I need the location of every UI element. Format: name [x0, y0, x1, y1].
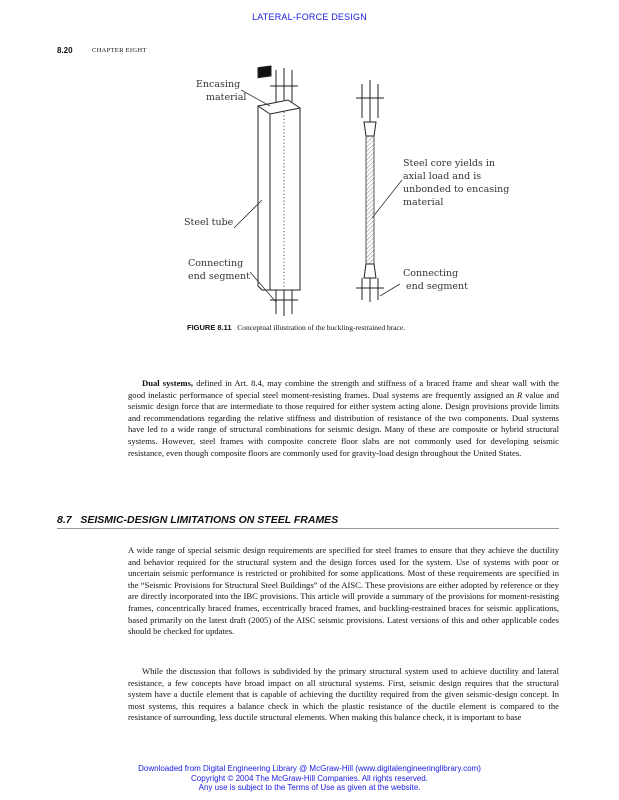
- figure-caption-text: Conceptual illustration of the buckling-restrained brace.: [237, 323, 406, 332]
- footer-copyright-line: Copyright © 2004 The McGraw-Hill Companies. All rights reserved.: [191, 773, 428, 783]
- label-connecting-right-line1: Connecting: [403, 268, 459, 279]
- leader-steel-core: [372, 180, 402, 218]
- footer-terms-line: Any use is subject to the Terms of Use as given at the website.: [198, 783, 421, 792]
- figure-number: FIGURE 8.11: [187, 323, 232, 332]
- leader-connecting-right: [380, 284, 400, 296]
- paragraph-requirements: A wide range of special seismic design requirements are specified for steel frames to ensure that they achieve the ductility and behavior required for the structural system and the design forces used for the system. Use of systems with poor or uncertain seismic performance is restricted or prohibited for some applications. Most of these requirements are specified in the “Seismic Provisions for Structural Steel Buildings” of the AISC. These provisions are either adopted by reference or they are directly incorporated into the IBC provisions. This article will provide a summary of the provisions for moment-resisting frames, concentrically braced frames, eccentrically braced frames, and buckling-restrained braces for seismic applications, based primarily on the latest draft (2005) of the AISC seismic provisions. Latest versions of this and other applicable codes should be checked for updates.: [128, 545, 559, 637]
- run-in-head: Dual systems,: [142, 378, 194, 388]
- figure-caption: [187, 323, 405, 332]
- r-symbol: R: [517, 389, 523, 400]
- chapter-label: CHAPTER EIGHT: [92, 47, 147, 54]
- label-connecting-right-line2: end segment: [406, 281, 468, 292]
- label-steel-core-line1: Steel core yields in: [403, 158, 496, 169]
- page-number: 8.20: [57, 46, 73, 55]
- paragraph-discussion: While the discussion that follows is subdivided by the primary structural system used to achieve ductility and lateral resistance, a few concepts have broad impact on all structural systems. First, seismic design requires that the structural system have a ductile element that is capable of achieving the ductility required from the given seismic-design concept. In most systems, this requires a balance check in which the plastic resistance of the ductile element is compared to the resistance of surrounding, less ductile structural elements. When making this balance check, it is important to base: [128, 666, 559, 723]
- label-steel-core-line4: material: [403, 197, 444, 208]
- label-steel-core-line3: unbonded to encasing: [403, 184, 510, 195]
- paragraph-text: defined in Art. 8.4, may combine the strength and stiffness of a braced frame and shear wall with the good inelastic performance of special steel moment-resisting frames. Dual systems are frequently assigned an: [128, 378, 559, 400]
- heading-rule: [57, 528, 559, 529]
- label-connecting-left-line1: Connecting: [188, 258, 244, 269]
- section-heading: 8.7 SEISMIC-DESIGN LIMITATIONS ON STEEL FRAMES: [57, 514, 339, 526]
- running-head-banner: LATERAL-FORCE DESIGN: [252, 12, 367, 22]
- label-encasing-line1: Encasing: [196, 79, 241, 90]
- steel-core-drawing: [356, 80, 384, 302]
- paragraph-text: value and seismic design force that are intermediate to those required for either system acting alone. Design provisions provide limits and recommendations regarding the relative stiffness and distribution of resistance of the two components. Dual systems have led to a wide range of structural combinations for seismic design. Many of these are composite or hybrid structural systems. However, steel frames with composite concrete floor slabs are not commonly used for developing seismic resistance, even though composite floors are commonly used for gravity-load design throughout the United States.: [128, 389, 559, 458]
- encased-brace-drawing: [258, 66, 300, 316]
- label-steel-core-line2: axial load and is: [403, 171, 482, 182]
- label-encasing-line2: material: [206, 92, 247, 103]
- buckling-restrained-brace-figure: [170, 62, 530, 317]
- label-connecting-left-line2: end segment: [188, 271, 250, 282]
- download-footer: [0, 764, 619, 793]
- paragraph-dual-systems: [128, 378, 559, 459]
- footer-download-line[interactable]: Downloaded from Digital Engineering Library @ McGraw-Hill (www.digitalengineeringlibrary.com): [138, 764, 481, 773]
- label-steel-tube: Steel tube: [184, 217, 234, 228]
